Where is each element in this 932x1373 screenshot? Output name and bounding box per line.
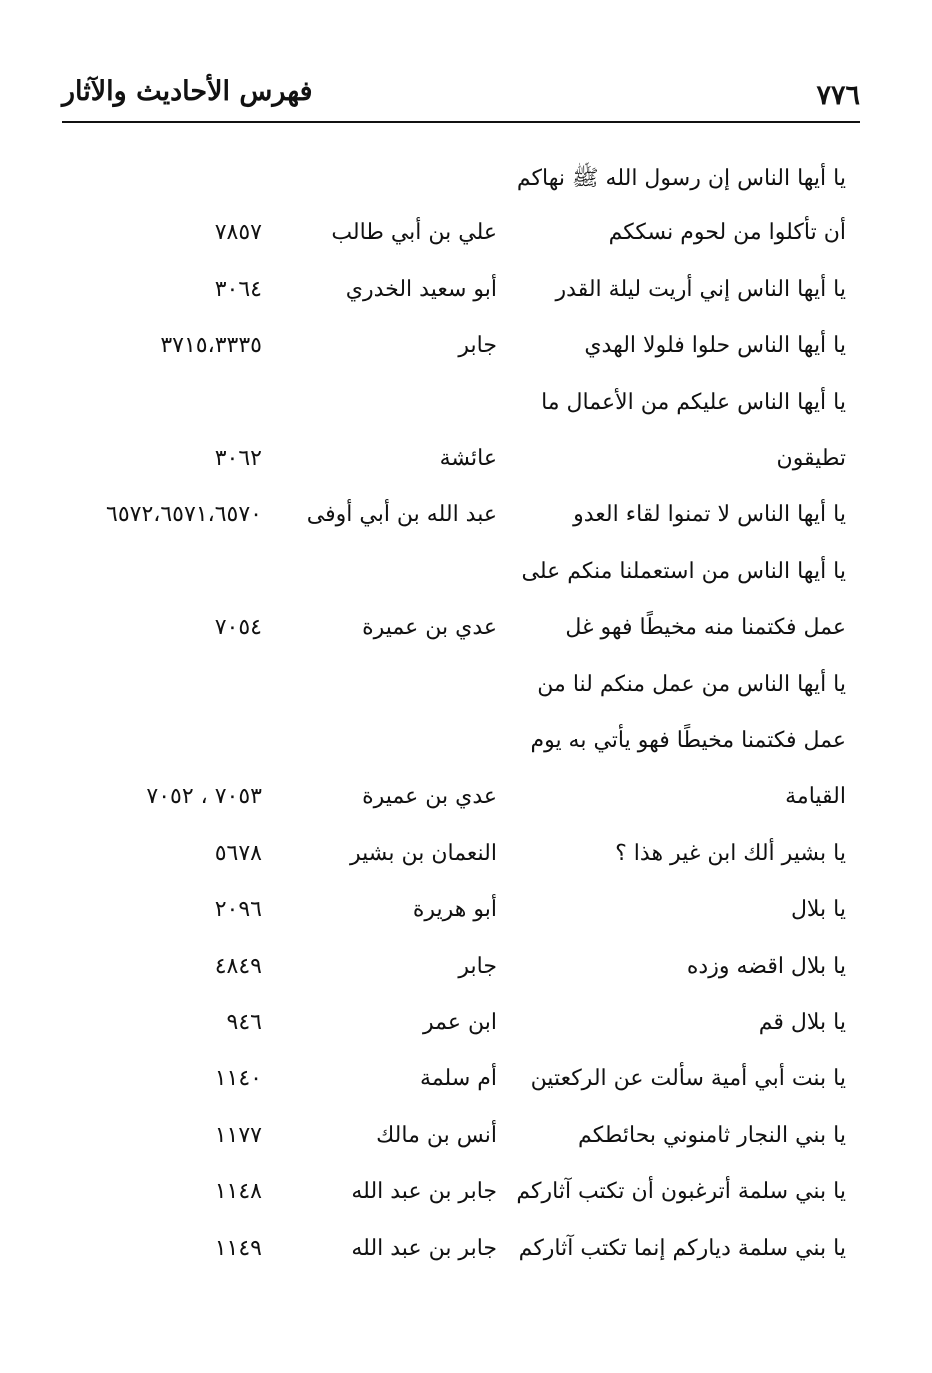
hadith-reference-numbers: ٢٠٩٦ <box>214 897 262 922</box>
index-entry <box>0 954 932 994</box>
hadith-reference-numbers: ٥٦٧٨ <box>214 841 262 866</box>
hadith-reference-numbers: ٧٠٥٣ ، ٧٠٥٢ <box>146 784 262 809</box>
hadith-text: يا أيها الناس عليكم من الأعمال ما <box>541 390 846 415</box>
narrator-name: علي بن أبي طالب <box>331 220 497 245</box>
page-header <box>62 62 860 122</box>
hadith-text: يا بني سلمة أترغبون أن تكتب آثاركم <box>516 1179 846 1204</box>
hadith-reference-numbers: ٧٠٥٤ <box>214 615 262 640</box>
narrator-name: ابن عمر <box>423 1010 497 1035</box>
hadith-text: عمل فكتمنا منه مخيطًا فهو غل <box>565 615 846 640</box>
hadith-text: تطيقون <box>776 446 846 471</box>
index-entry <box>0 164 932 204</box>
narrator-name: جابر بن عبد الله <box>351 1236 497 1261</box>
header-rule <box>62 121 860 123</box>
hadith-reference-numbers: ٧٨٥٧ <box>214 220 262 245</box>
hadith-reference-numbers: ١١٤٠ <box>214 1066 262 1091</box>
narrator-name: عائشة <box>439 446 497 471</box>
narrator-name: جابر بن عبد الله <box>351 1179 497 1204</box>
index-entry <box>0 220 932 260</box>
hadith-text: يا أيها الناس إن رسول الله ﷺ نهاكم <box>516 166 846 191</box>
hadith-text: يا أيها الناس لا تمنوا لقاء العدو <box>573 502 846 527</box>
narrator-name: عبد الله بن أبي أوفى <box>306 502 497 527</box>
narrator-name: أبو هريرة <box>412 897 497 922</box>
hadith-text: يا أيها الناس من استعملنا منكم على <box>521 559 846 584</box>
index-entry <box>0 784 932 824</box>
hadith-reference-numbers: ٣٠٦٢ <box>214 446 262 471</box>
hadith-text: يا أيها الناس من عمل منكم لنا من <box>537 672 846 697</box>
page-number: ٧٧٦ <box>816 80 860 111</box>
hadith-text: يا بلال قم <box>758 1010 846 1035</box>
index-entry <box>0 559 932 599</box>
hadith-reference-numbers: ١١٤٩ <box>214 1236 262 1261</box>
hadith-text: يا بشير ألك ابن غير هذا ؟ <box>615 841 846 866</box>
hadith-text: عمل فكتمنا مخيطًا فهو يأتي به يوم <box>530 728 846 753</box>
index-entry <box>0 1179 932 1219</box>
index-entry <box>0 728 932 768</box>
index-entry <box>0 502 932 542</box>
index-entry <box>0 1236 932 1276</box>
hadith-text: يا أيها الناس حلوا فلولا الهدي <box>584 333 846 358</box>
hadith-text: يا أيها الناس إني أريت ليلة القدر <box>555 277 846 302</box>
hadith-text: يا بلال <box>790 897 846 922</box>
hadith-reference-numbers: ٤٨٤٩ <box>214 954 262 979</box>
narrator-name: عدي بن عميرة <box>362 615 497 640</box>
index-entry <box>0 841 932 881</box>
narrator-name: جابر <box>458 333 497 358</box>
narrator-name: أم سلمة <box>420 1066 497 1091</box>
hadith-text: يا بني سلمة دياركم إنما تكتب آثاركم <box>518 1236 846 1261</box>
hadith-reference-numbers: ١١٤٨ <box>214 1179 262 1204</box>
hadith-reference-numbers: ٣٠٦٤ <box>214 277 262 302</box>
index-entry <box>0 897 932 937</box>
hadith-text: يا بني النجار ثامنوني بحائطكم <box>578 1123 846 1148</box>
index-entry <box>0 672 932 712</box>
hadith-reference-numbers: ١١٧٧ <box>214 1123 262 1148</box>
narrator-name: أنس بن مالك <box>376 1123 497 1148</box>
hadith-reference-numbers: ٦٥٧٢،٦٥٧١،٦٥٧٠ <box>106 502 262 527</box>
index-entry <box>0 1066 932 1106</box>
narrator-name: النعمان بن بشير <box>349 841 497 866</box>
hadith-text: أن تأكلوا من لحوم نسككم <box>608 220 846 245</box>
index-entry <box>0 1010 932 1050</box>
hadith-text: القيامة <box>785 784 846 809</box>
index-entry <box>0 1123 932 1163</box>
running-title: فهرس الأحاديث والآثار <box>62 76 313 107</box>
hadith-text: يا بنت أبي أمية سألت عن الركعتين <box>530 1066 846 1091</box>
narrator-name: أبو سعيد الخدري <box>345 277 497 302</box>
index-entry <box>0 615 932 655</box>
hadith-reference-numbers: ٣٧١٥،٣٣٣٥ <box>160 333 262 358</box>
narrator-name: عدي بن عميرة <box>362 784 497 809</box>
index-entry <box>0 333 932 373</box>
index-entry <box>0 277 932 317</box>
index-entry <box>0 446 932 486</box>
narrator-name: جابر <box>458 954 497 979</box>
hadith-text: يا بلال اقضه وزده <box>686 954 846 979</box>
hadith-reference-numbers: ٩٤٦ <box>226 1010 262 1035</box>
index-entry <box>0 390 932 430</box>
